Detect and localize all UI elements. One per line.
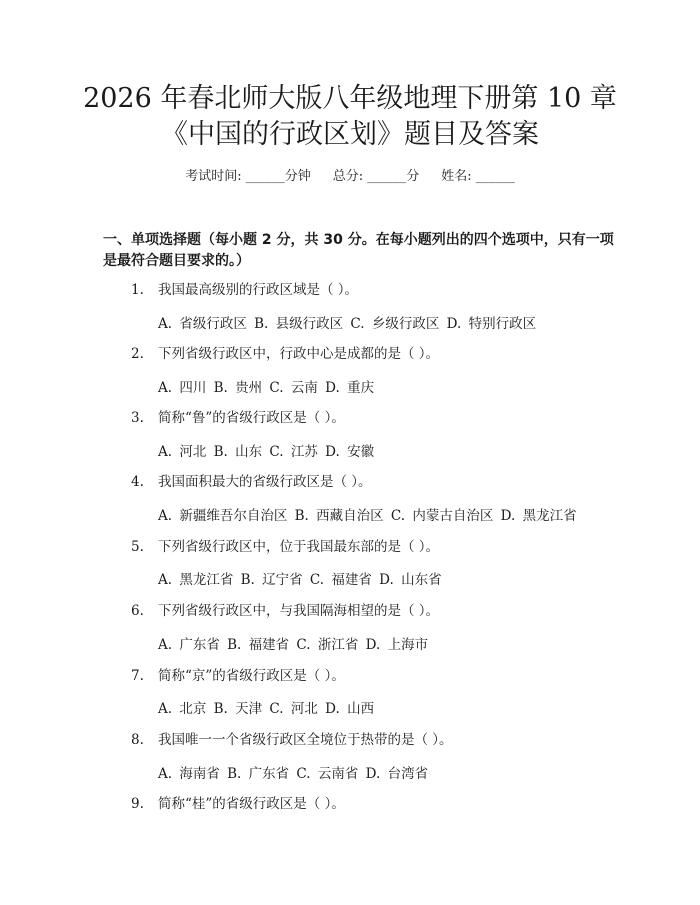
student-name-field: 姓名: ______ [441, 169, 515, 184]
question-options: A. 省级行政区 B. 县级行政区 C. 乡级行政区 D. 特别行政区 [158, 316, 537, 332]
question-options: A. 四川 B. 贵州 C. 云南 D. 重庆 [158, 380, 375, 396]
question-number: 3. [131, 410, 144, 426]
question-options: A. 广东省 B. 福建省 C. 浙江省 D. 上海市 [158, 637, 429, 653]
question-number: 7. [131, 668, 144, 684]
question-number: 2. [131, 346, 144, 362]
question-text: 简称“鲁”的省级行政区是（ ）。 [158, 410, 345, 426]
question-options: A. 河北 B. 山东 C. 江苏 D. 安徽 [158, 444, 375, 460]
question-number: 4. [131, 474, 144, 490]
question-stem [131, 601, 439, 621]
exam-meta [0, 167, 700, 187]
question-number: 6. [131, 603, 144, 619]
question-options: A. 北京 B. 天津 C. 河北 D. 山西 [158, 701, 375, 717]
page-title-line-1: 2026 年春北师大版八年级地理下册第 10 章 [83, 83, 617, 114]
page-title-line-2: 《中国的行政区划》题目及答案 [161, 119, 539, 150]
exam-time-field: 考试时间: ______分钟 [185, 169, 311, 184]
question-number: 8. [131, 732, 144, 748]
question-stem [131, 666, 345, 686]
question-number: 9. [131, 796, 144, 812]
question-text: 我国唯一一个省级行政区全境位于热带的是（ ）。 [158, 732, 453, 748]
question-stem [131, 344, 439, 364]
question-number: 1. [131, 282, 144, 298]
question-options: A. 黑龙江省 B. 辽宁省 C. 福建省 D. 山东省 [158, 572, 442, 588]
question-stem [131, 730, 453, 750]
question-text: 我国面积最大的省级行政区是（ ）。 [158, 474, 372, 490]
question-number: 5. [131, 539, 144, 555]
question-stem [131, 280, 358, 300]
question-options: A. 新疆维吾尔自治区 B. 西藏自治区 C. 内蒙古自治区 D. 黑龙江省 [158, 508, 577, 524]
question-text: 简称“京”的省级行政区是（ ）。 [158, 668, 345, 684]
question-stem [131, 472, 372, 492]
question-stem [131, 537, 439, 557]
question-options: A. 海南省 B. 广东省 C. 云南省 D. 台湾省 [158, 766, 429, 782]
section-heading: 一、单项选择题（每小题 2 分，共 30 分。在每小题列出的四个选项中，只有一项是最符合题目要求的。） [103, 232, 614, 269]
question-text: 简称“桂”的省级行政区是（ ）。 [158, 796, 345, 812]
question-text: 我国最高级别的行政区域是（ ）。 [158, 282, 359, 298]
total-score-field: 总分: ______分 [332, 169, 420, 184]
question-stem [131, 794, 345, 814]
question-stem [131, 408, 345, 428]
question-text: 下列省级行政区中，行政中心是成都的是（ ）。 [158, 346, 440, 362]
question-text: 下列省级行政区中，与我国隔海相望的是（ ）。 [158, 603, 440, 619]
question-text: 下列省级行政区中，位于我国最东部的是（ ）。 [158, 539, 440, 555]
